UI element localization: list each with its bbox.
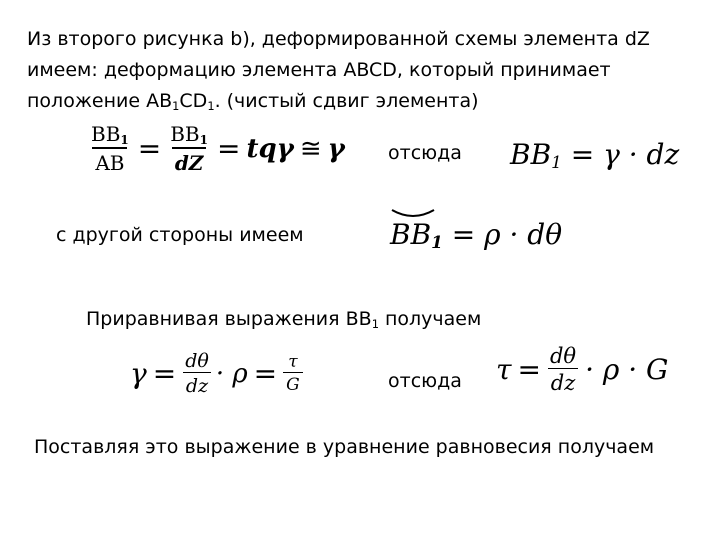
ab-text: AB [92,147,127,175]
rhs-rho-g: · ρ · G [585,353,669,386]
otsyuda-label-2: отсюда [388,370,462,392]
dz-text: dZ [172,147,207,175]
bb-text: BB [510,138,552,171]
equation-shear-angle [88,122,345,175]
otsyuda-label-1: отсюда [388,142,462,164]
bb-text: BB [390,218,432,251]
paragraph-line-1: Из второго рисунка b), деформированной схемы элемента dZ [27,28,650,50]
equating-text [86,310,481,330]
bottom-text: Поставляя это выражение в уравнение равновесия получаем [34,436,655,458]
g-text: G [283,372,303,395]
fraction-tau-g [283,352,303,395]
arc-bb1 [390,218,443,252]
fraction-bb1-over-ab [88,122,132,175]
rhs-gamma-dz: = γ · dz [570,138,680,171]
equals-sign: = [137,132,162,165]
paragraph-line-3-a: положение AB [27,90,173,112]
tau-symbol: τ [496,353,512,386]
tangent-gamma: tqγ [246,133,294,164]
dtheta-text: dθ [185,350,209,372]
equation-tau-relation [496,344,668,395]
dz-text: dz [183,372,211,397]
subscript-1: 1 [120,133,129,147]
fraction-dtheta-dz [547,344,579,395]
equals-sign: = [152,357,177,390]
dz-text: dz [548,368,579,395]
equals-sign: = [217,132,241,165]
equation-arc-bb1-rho-dtheta [390,218,562,252]
approx-sign: ≅ [299,133,322,164]
equating-text-a: Приравнивая выражения BB [86,308,372,330]
subscript-1: 1 [207,98,215,113]
paragraph-line-3 [27,92,479,112]
equals-sign: = [253,357,278,390]
subscript-1: 1 [431,232,443,253]
dot-rho: · ρ [215,358,248,389]
subscript-1: 1 [172,98,180,113]
paragraph-line-2: имеем: деформацию элемента ABCD, который принимает [27,59,611,81]
subscript-1: 1 [371,316,379,331]
gamma-symbol: γ [327,133,345,164]
tau-text: τ [288,352,298,372]
equation-gamma-relation [130,350,303,397]
subscript-1: 1 [199,133,208,147]
arc-icon [390,208,436,220]
bb-text: BB [91,122,121,146]
subscript-1: 1 [551,152,562,173]
bb-text: BB [170,122,200,146]
fraction-dtheta-dz [182,350,212,397]
dtheta-text: dθ [549,344,577,368]
other-side-text: с другой стороны имеем [56,224,304,246]
fraction-bb1-over-dz [167,122,211,175]
rhs-rho-dtheta: = ρ · dθ [451,218,563,251]
equation-bb1-gamma-dz [510,138,679,172]
paragraph-line-3-c: . (чистый сдвиг элемента) [214,90,479,112]
paragraph-line-3-b: CD [179,90,208,112]
gamma-symbol: γ [130,357,147,390]
equating-text-b: получаем [378,308,482,330]
equals-sign: = [517,353,541,386]
